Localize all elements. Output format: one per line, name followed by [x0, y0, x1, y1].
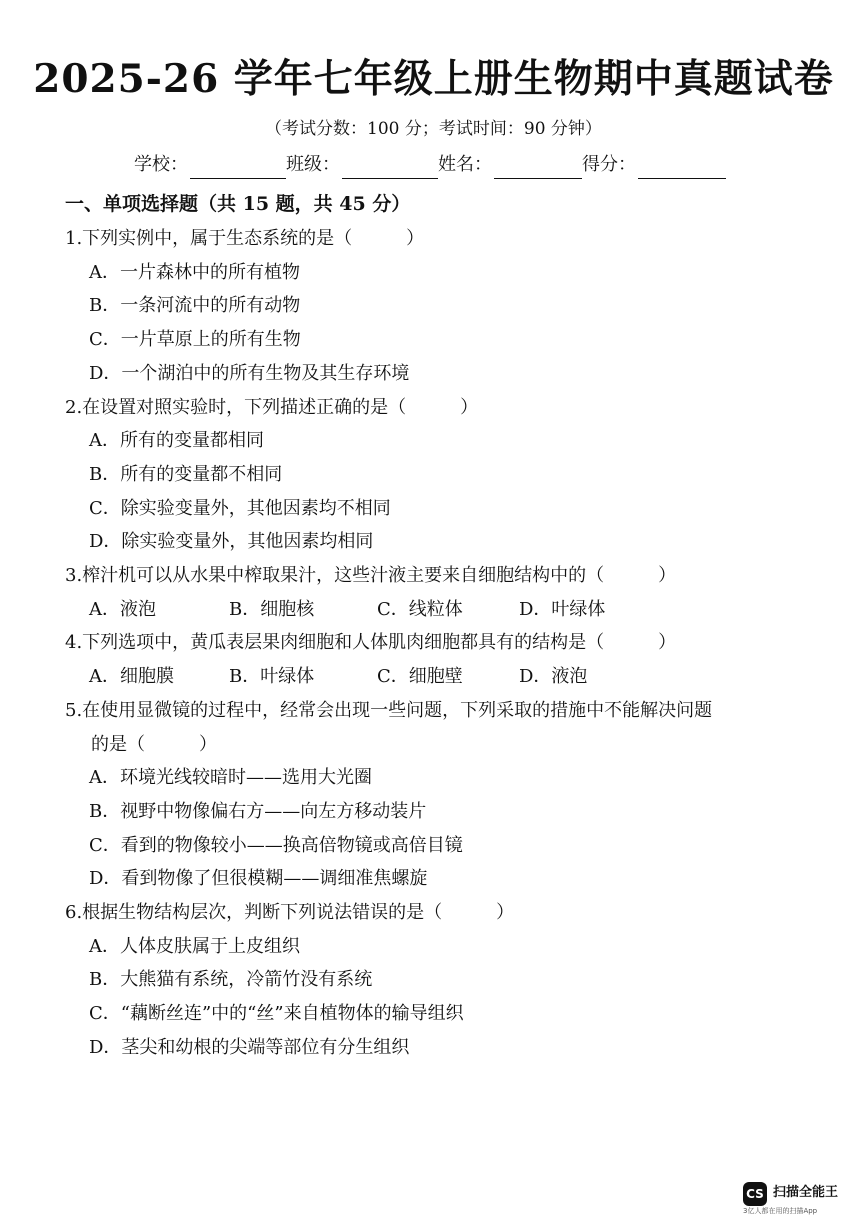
option-d: D．液泡: [519, 666, 588, 688]
question-text: 6.根据生物结构层次，判断下列说法错误的是（ ）: [65, 902, 515, 924]
option-a: A．一片森林中的所有植物: [89, 261, 300, 283]
option-a: A．所有的变量都相同: [89, 430, 264, 452]
option-a: A．环境光线较暗时——选用大光圈: [89, 767, 372, 789]
name-blank: [494, 158, 582, 179]
student-info-row: [134, 151, 754, 179]
option-c: C．除实验变量外，其他因素均不相同: [89, 497, 391, 519]
option-c: C．一片草原上的所有生物: [89, 329, 301, 351]
option-d: D．叶绿体: [519, 598, 606, 620]
question-3: [65, 559, 825, 626]
option-b: B．视野中物像偏右方——向左方移动装片: [89, 800, 427, 822]
score-label: 得分：: [582, 154, 636, 175]
question-text-continuation: 的是（ ）: [91, 733, 217, 755]
question-text: 4.下列选项中，黄瓜表层果肉细胞和人体肌肉细胞都具有的结构是（ ）: [65, 632, 677, 654]
question-text: 2.在设置对照实验时，下列描述正确的是（ ）: [65, 396, 479, 418]
class-field: [286, 151, 438, 179]
question-2: [65, 391, 825, 560]
question-4: [65, 626, 825, 693]
option-d: D．除实验变量外，其他因素均相同: [89, 531, 374, 553]
score-field: [582, 151, 726, 179]
school-label: 学校：: [134, 154, 188, 175]
option-a: A．液泡: [89, 598, 156, 620]
option-row: [65, 593, 825, 627]
option-b: B．所有的变量都不相同: [89, 463, 283, 485]
option-c: C．“藕断丝连”中的“丝”来自植物体的输导组织: [89, 1003, 464, 1025]
option-c: C．细胞壁: [377, 666, 463, 688]
option-b: B．大熊猫有系统，冷箭竹没有系统: [89, 969, 373, 991]
question-list: [65, 222, 825, 1065]
section-title: 一、单项选择题（共 15 题，共 45 分）: [65, 193, 411, 215]
option-a: A．人体皮肤属于上皮组织: [89, 935, 300, 957]
option-c: C．线粒体: [377, 598, 463, 620]
option-d: D．茎尖和幼根的尖端等部位有分生组织: [89, 1036, 410, 1058]
option-b: B．细胞核: [229, 598, 315, 620]
score-blank: [638, 158, 726, 179]
class-label: 班级：: [286, 154, 340, 175]
camscanner-logo-icon: CS: [743, 1182, 767, 1206]
option-b: B．叶绿体: [229, 666, 315, 688]
option-d: D．一个湖泊中的所有生物及其生存环境: [89, 362, 410, 384]
watermark-tagline: 3亿人都在用的扫描App: [743, 1207, 818, 1215]
question-text: 1.下列实例中，属于生态系统的是（ ）: [65, 228, 425, 249]
question-5: [65, 694, 825, 896]
school-field: [134, 151, 286, 179]
question-6: [65, 896, 825, 1065]
name-field: [438, 151, 582, 179]
scanner-watermark: [743, 1181, 849, 1219]
exam-title: 2025-26 学年七年级上册生物期中真题试卷: [33, 56, 834, 102]
option-c: C．看到的物像较小——换高倍物镜或高倍目镜: [89, 834, 463, 856]
question-text: 3.榨汁机可以从水果中榨取果汁，这些汁液主要来自细胞结构中的（ ）: [65, 565, 677, 587]
question-1: [65, 222, 825, 391]
name-label: 姓名：: [438, 154, 492, 175]
option-a: A．细胞膜: [89, 666, 174, 688]
option-row: [65, 660, 825, 694]
class-blank: [342, 158, 438, 179]
option-d: D．看到物像了但很模糊——调细准焦螺旋: [89, 868, 428, 890]
watermark-brand: 扫描全能王: [773, 1185, 839, 1200]
exam-subtitle: （考试分数：100 分；考试时间：90 分钟）: [265, 119, 602, 139]
option-b: B．一条河流中的所有动物: [89, 295, 301, 317]
question-text: 5.在使用显微镜的过程中，经常会出现一些问题，下列采取的措施中不能解决问题: [65, 699, 713, 721]
school-blank: [190, 158, 286, 179]
